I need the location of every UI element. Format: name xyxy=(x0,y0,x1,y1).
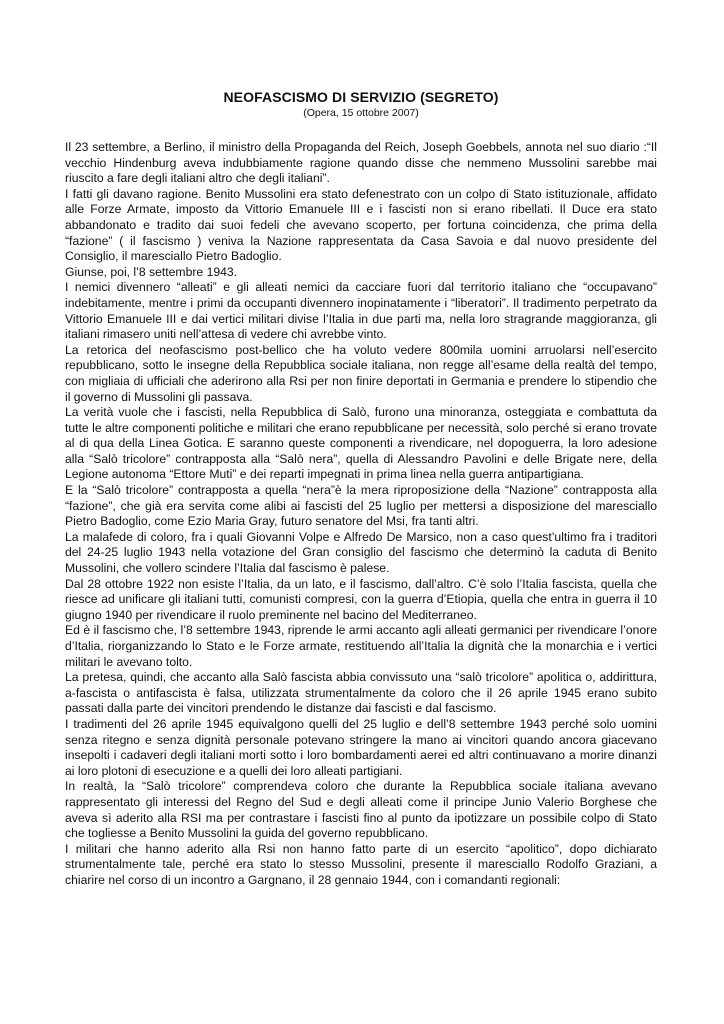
paragraph: In realtà, la “Salò tricolore” comprendeva coloro che durante la Repubblica sociale italiana avevano rappresentato gli interessi del Regno del Sud e degli alleati come il principe Junio Valerio Borghese che aveva sì aderito alla RSI ma per contrastare i fascisti fino al punto da ipotizzare un possibile colpo di Stato che togliesse a Benito Mussolini la guida del governo repubblicano. xyxy=(65,779,657,841)
paragraph: Il 23 settembre, a Berlino, il ministro della Propaganda del Reich, Joseph Goebbels, annota nel suo diario :“Il vecchio Hindenburg aveva indubbiamente ragione quando disse che nemmeno Mussolini sarebbe mai riuscito a fare degli italiani altro che degli italiani”. xyxy=(65,140,657,186)
paragraph: La verità vuole che i fascisti, nella Repubblica di Salò, furono una minoranza, osteggiata e combattuta da tutte le altre componenti politiche e militari che erano repubblicane per necessità, solo perché si erano trovate al di qua della Linea Gotica. E saranno queste componenti a rivendicare, nel dopoguerra, la loro adesione alla “Salò tricolore” contrapposta alla “Salò nera”, quella di Alessandro Pavolini e delle Brigate nere, della Legione autonoma “Ettore Muti” e dei reparti impegnati in prima linea nella guerra antipartigiana. xyxy=(65,405,657,482)
paragraph: Giunse, poi, l’8 settembre 1943. xyxy=(65,264,238,279)
paragraph: Dal 28 ottobre 1922 non esiste l’Italia, da un lato, e il fascismo, dall’altro. C’è solo l’Italia fascista, quella che riesce ad unificare gli italiani tutti, comunisti compresi, con la guerra d’Etiopia, quella che entra in guerra il 10 giugno 1940 per rivendicare il ruolo preminente nel bacino del Mediterraneo. xyxy=(65,576,657,622)
document-body xyxy=(65,140,657,889)
document-subtitle: (Opera, 15 ottobre 2007) xyxy=(303,107,419,119)
paragraph: E la “Salò tricolore” contrapposta a quella “nera”è la mera riproposizione della “Nazione” contrapposta alla “fazione”, che già era servita come alibi ai fascisti del 25 luglio per mettersi a disposizione del maresciallo Pietro Badoglio, come Ezio Maria Gray, futuro senatore del Msi, fra tanti altri. xyxy=(65,483,657,529)
paragraph: I tradimenti del 26 aprile 1945 equivalgono quelli del 25 luglio e dell’8 settembre 1943 perché solo uomini senza ritegno e senza dignità personale potevano stringere la mano ai vincitori quando ancora giacevano insepolti i cadaveri degli italiani morti sotto i loro bombardamenti aerei ed altri continuavano a morire dinanzi ai loro plotoni di esecuzione e a quelli dei loro alleati partigiani. xyxy=(65,716,657,778)
paragraph: La pretesa, quindi, che accanto alla Salò fascista abbia convissuto una “salò tricolore” apolitica o, addirittura, a-fascista o antifascista è falsa, utilizzata strumentalmente da coloro che il 26 aprile 1945 erano subito passati dalla parte dei vincitori prendendo le distanze dai fascisti e dal fascismo. xyxy=(65,670,657,716)
paragraph: La malafede di coloro, fra i quali Giovanni Volpe e Alfredo De Marsico, non a caso quest’ultimo fra i traditori del 24-25 luglio 1943 nella votazione del Gran consiglio del fascismo che determinò la caduta di Benito Mussolini, che vollero scindere l’Italia dal fascismo è palese. xyxy=(65,529,657,576)
paragraph: Ed è il fascismo che, l’8 settembre 1943, riprende le armi accanto agli alleati germanici per rivendicare l’onore d’Italia, riorganizzando lo Stato e le Forze armate, restituendo all’Italia la dignità che la monarchia e i vertici militari le avevano tolto. xyxy=(65,623,657,669)
document-page xyxy=(65,88,657,889)
paragraph: La retorica del neofascismo post-bellico che ha voluto vedere 800mila uomini arruolarsi nell’esercito repubblicano, sotto le insegne della Repubblica sociale italiana, non regge all’esame della realtà del tempo, con migliaia di ufficiali che aderirono alla Rsi per non finire deportati in Germania e prendere lo stipendio che il governo di Mussolini gli passava. xyxy=(65,342,657,404)
document-title: NEOFASCISMO DI SERVIZIO (SEGRETO) xyxy=(223,89,499,105)
paragraph: I nemici divennero “alleati” e gli alleati nemici da cacciare fuori dal territorio italiano che “occupavano” indebitamente, mentre i primi da occupanti divennero inopinatamente i “liberatori”. Il tradimento perpetrato da Vittorio Emanuele III e dai vertici militari divise l’Italia in due parti ma, nella loro stragrande maggioranza, gli italiani rimasero uniti nell’attesa di vedere chi avrebbe vinto. xyxy=(65,280,657,342)
paragraph: I militari che hanno aderito alla Rsi non hanno fatto parte di un esercito “apolitico”, dopo dichiarato strumentalmente tale, perché era stato lo stesso Mussolini, presente il maresciallo Rodolfo Graziani, a chiarire nel corso di un incontro a Gargnano, il 28 gennaio 1944, con i comandanti regionali: xyxy=(65,841,657,887)
paragraph: I fatti gli davano ragione. Benito Mussolini era stato defenestrato con un colpo di Stato istituzionale, affidato alle Forze Armate, imposto da Vittorio Emanuele III e i fascisti non si erano ribellati. Il Duce era stato abbandonato e tradito dai suoi fedeli che avevano scoperto, per fortuna coincidenza, che prima della “fazione” ( il fascismo ) veniva la Nazione rappresentata da Casa Savoia e dal nuovo presidente del Consiglio, il maresciallo Pietro Badoglio. xyxy=(65,186,657,264)
